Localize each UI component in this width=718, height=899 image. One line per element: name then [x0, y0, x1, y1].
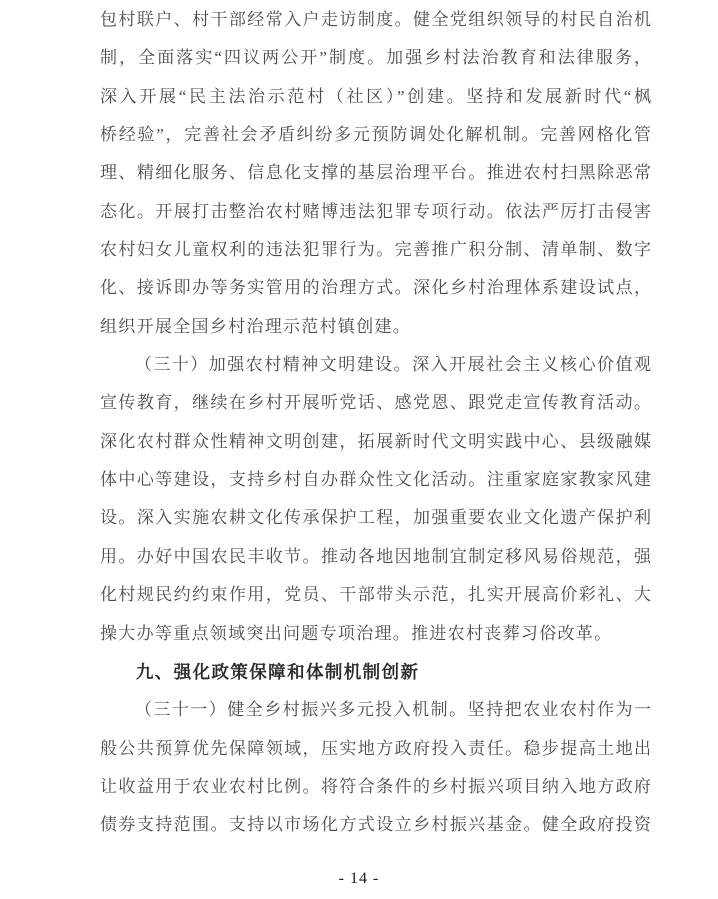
text-block [100, 1, 651, 845]
text-line: 设。深入实施农耕文化传承保护工程，加强重要农业文化遗产保护利 [100, 508, 651, 528]
text-line: 操大办等重点领域突出问题专项治理。推进农村丧葬习俗改革。 [100, 623, 613, 643]
text-line: 般公共预算优先保障领域，压实地方政府投入责任。稳步提高土地出 [100, 738, 651, 758]
text-line: （三十一）健全乡村振兴多元投入机制。坚持把农业农村作为一 [134, 700, 651, 720]
text-line: 组织开展全国乡村治理示范村镇创建。 [100, 316, 412, 336]
text-line: （三十）加强农村精神文明建设。深入开展社会主义核心价值观 [134, 355, 651, 375]
text-line: 理、精细化服务、信息化支撑的基层治理平台。推进农村扫黑除恶常 [100, 163, 651, 183]
page-number: - 14 - [338, 870, 380, 887]
text-line: 包村联户、村干部经常入户走访制度。健全党组织领导的村民自治机 [100, 10, 651, 29]
text-line: 让收益用于农业农村比例。将符合条件的乡村振兴项目纳入地方政府 [100, 776, 651, 796]
section-heading: 九、强化政策保障和体制机制创新 [135, 661, 420, 682]
text-line: 化村规民约约束作用，党员、干部带头示范，扎实开展高价彩礼、大 [100, 585, 651, 605]
text-line: 态化。开展打击整治农村赌博违法犯罪专项行动。依法严厉打击侵害 [100, 201, 651, 221]
text-line: 农村妇女儿童权利的违法犯罪行为。完善推广积分制、清单制、数字 [100, 240, 651, 260]
text-line: 深化农村群众性精神文明创建，拓展新时代文明实践中心、县级融媒 [100, 431, 651, 451]
text-line: 用。办好中国农民丰收节。推动各地因地制宜制定移风易俗规范，强 [100, 546, 651, 566]
text-line: 宣传教育，继续在乡村开展听党话、感党恩、跟党走宣传教育活动。 [100, 393, 651, 413]
text-line: 债券支持范围。支持以市场化方式设立乡村振兴基金。健全政府投资 [100, 815, 651, 835]
text-line: 桥经验”，完善社会矛盾纠纷多元预防调处化解机制。完善网格化管 [100, 125, 651, 145]
text-line: 制，全面落实“四议两公开”制度。加强乡村法治教育和法律服务， [100, 48, 651, 68]
text-line: 化、接诉即办等务实管用的治理方式。深化乡村治理体系建设试点， [100, 278, 651, 298]
text-line: 体中心等建设，支持乡村自办群众性文化活动。注重家庭家教家风建 [100, 470, 651, 490]
text-line: 深入开展“民主法治示范村（社区）”创建。坚持和发展新时代“枫 [100, 86, 651, 106]
